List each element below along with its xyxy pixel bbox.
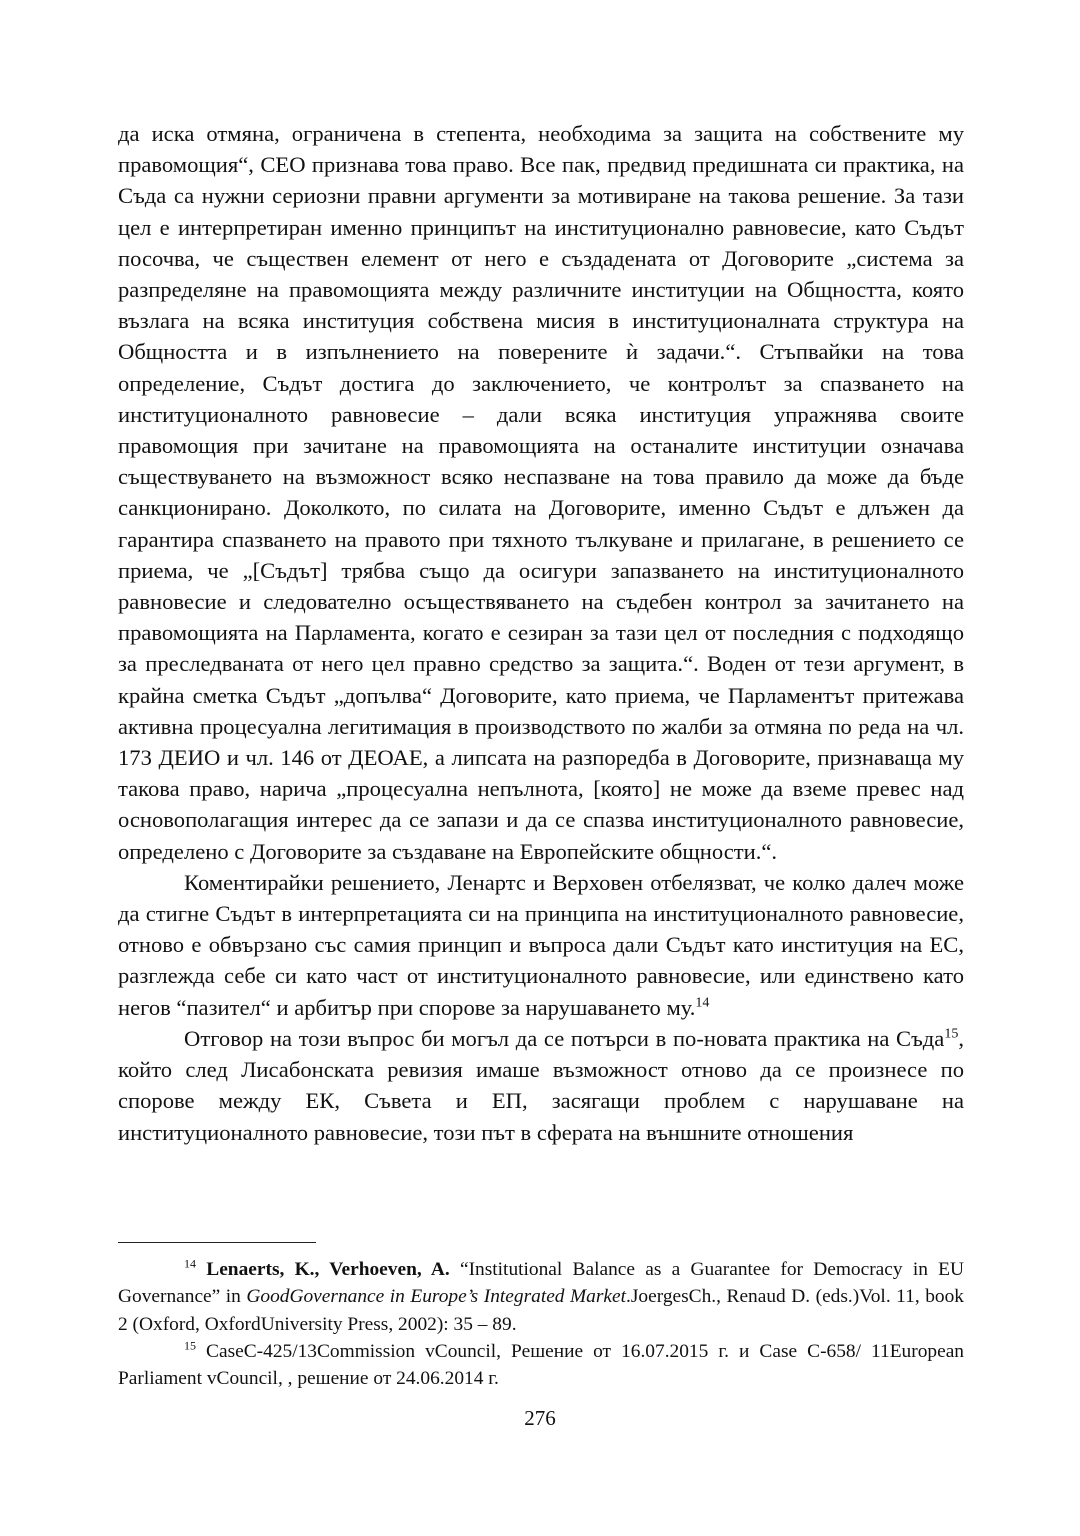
footnote-14-authors: Lenaerts, K., Verhoeven, A. — [206, 1259, 450, 1280]
footnotes — [118, 1256, 964, 1392]
footnote-15-number: 15 — [184, 1338, 197, 1353]
paragraph-3 — [118, 1023, 964, 1148]
footnote-14-book: GoodGovernance in Europe’s Integrated Market — [246, 1286, 627, 1308]
footnote-14-number: 14 — [184, 1256, 197, 1271]
paragraph-1-text: да иска отмяна, ограничена в степента, необходима за защита на собствените му правомощия“, СЕО признава това право. Все пак, предвид предишната си практика, на Съда са нужни сериозни правни аргументи за мотивиране на такова решение. За тази цел е интерпретиран именно принципът на институционално равновесие, като Съдът посочва, че съществен елемент от него е създадената от Договорите „система за разпределяне на правомощията между различните институции на Общността, която възлага на всяка институция собствена мисия в институционалната структура на Общността и в изпълнението на поверените ѝ задачи.“. Стъпвайки на това определение, Съдът достига до заключението, че контролът за спазването на институционалното равновесие – дали всяка институция упражнява своите правомощия при зачитане на правомощията на останалите институции означава съществуването на възможност всяко неспазване на това правило да може да бъде санкционирано. Доколкото, по силата на Договорите, именно Съдът е длъжен да гарантира спазването на правото при тяхното тълкуване и прилагане, в решението се приема, че „[Съдът] трябва също да осигури запазването на институционалното равновесие и следователно осъществяването на съдебен контрол за зачитането на правомощията на Парламента, когато е сезиран за тази цел от последния с подходящо за преследваната от него цел правно средство за защита.“. Воден от тези аргумент, в крайна сметка Съдът „допълва“ Договорите, като приема, че Парламентът притежава активна процесуална легитимация в производството по жалби за отмяна по реда на чл. 173 ДЕИО и чл. 146 от ДЕОАЕ, а липсата на разпоредба в Договорите, признаваща му такова право, нарича „процесуална непълнота, [която] не може да вземе превес над основополагащия интерес да се запази и да се спазва институционалното равновесие, определено с Договорите за създаване на Европейските общности.“. — [118, 121, 964, 864]
footnote-ref-15[interactable]: 15 — [944, 1026, 959, 1042]
footnote-14-details: .JoergesCh., Renaud D. (eds.)Vol. 11, book 2 (Oxford, OxfordUniversity Press, 2002): 35 – 89. — [118, 1286, 964, 1335]
footnote-ref-14[interactable]: 14 — [695, 995, 710, 1011]
footnote-14-title: “Institutional Balance as a Guarantee for Democracy in EU Governance” in — [118, 1259, 964, 1308]
paragraph-1 — [118, 118, 964, 867]
paragraph-2 — [118, 867, 964, 1023]
body-text — [118, 118, 964, 1148]
footnote-14 — [118, 1256, 964, 1338]
footnote-15 — [118, 1338, 964, 1393]
page-number: 276 — [524, 1406, 556, 1430]
paragraph-3-text-start: Отговор на този въпрос би могъл да се потърси в по-новата практика на Съда — [184, 1025, 945, 1051]
paragraph-2-text: Коментирайки решението, Ленартс и Верховен отбелязват, че колко далеч може да стигне Съдът в интерпретацията си на принципа на институционалното равновесие, отново е обвързано със самия принцип и въпроса дали Съдът като институция на ЕС, разглежда себе си като част от институционалното равновесие, или единствено като негов “пазител“ и арбитър при спорове за нарушаването му. — [118, 869, 964, 1020]
paragraph-3-text-end: , който след Лисабонската ревизия имаше възможност отново да се произнесе по спорове между ЕК, Съвета и ЕП, засягащи проблем с нарушаване на институционалното равновесие, този път в сферата на външните отношения — [118, 1025, 964, 1145]
footnote-15-text: CaseC-425/13Commission vCouncil, Решение от 16.07.2015 г. и Case C-658/ 11European Parliament vCouncil, , решение от 24.06.2014 г. — [118, 1340, 964, 1390]
footnote-separator — [118, 1242, 316, 1243]
